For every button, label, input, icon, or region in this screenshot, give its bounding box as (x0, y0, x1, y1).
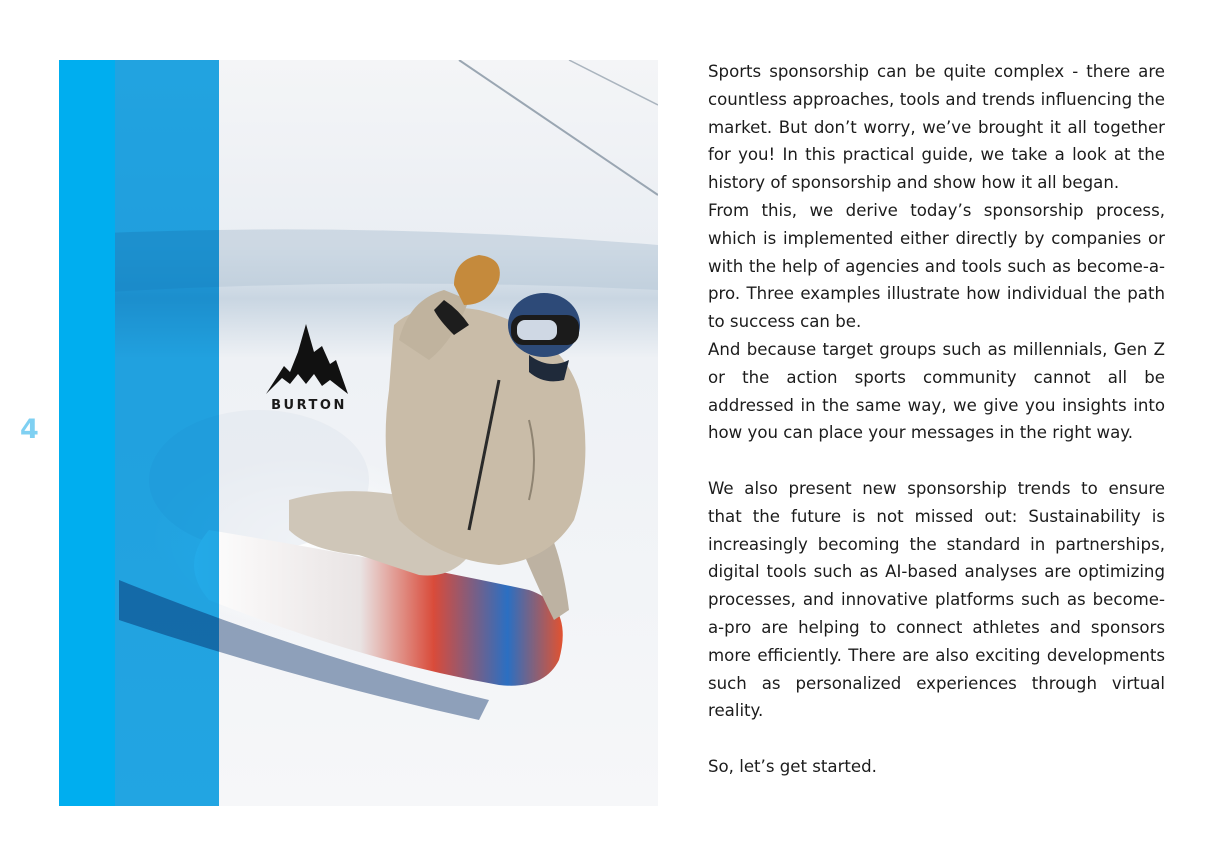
snowboarder-photo (59, 60, 658, 806)
paragraph: From this, we derive today’s sponsorship process, which is implemented either directly by companies or with the help of agencies and tools such as become-a-pro. Three examples illustrate how individual the path to success can be. (708, 200, 1165, 332)
accent-stripe-dark (115, 60, 219, 806)
burton-logo-text: BURTON (271, 398, 347, 413)
accent-stripe-light (59, 60, 115, 806)
burton-logo (264, 322, 354, 413)
paragraph: We also present new sponsorship trends to ensure that the future is not missed out: Sustainability is increasingly becoming the standard in partnerships, digital tools such as AI-based analyses are optimizing processes, and innovative platforms such as become-a-pro are helping to connect athletes and sponsors more efficiently. There are also exciting developments such as personalized experiences through virtual reality. (708, 478, 1165, 721)
closing-line: So, let’s get started. (708, 756, 877, 776)
burton-mountain-logo-icon (264, 322, 350, 396)
paragraph: And because target groups such as millennials, Gen Z or the action sports community cannot all be addressed in the same way, we give you insights into how you can place your messages in the right way. (708, 339, 1165, 443)
page-number: 4 (20, 414, 39, 445)
intro-text (708, 58, 1165, 781)
paragraph: Sports sponsorship can be quite complex - there are countless approaches, tools and trends influencing the market. But don’t worry, we’ve brought it all together for you! In this practical guide, we take a look at the history of sponsorship and show how it all began. (708, 62, 1165, 193)
